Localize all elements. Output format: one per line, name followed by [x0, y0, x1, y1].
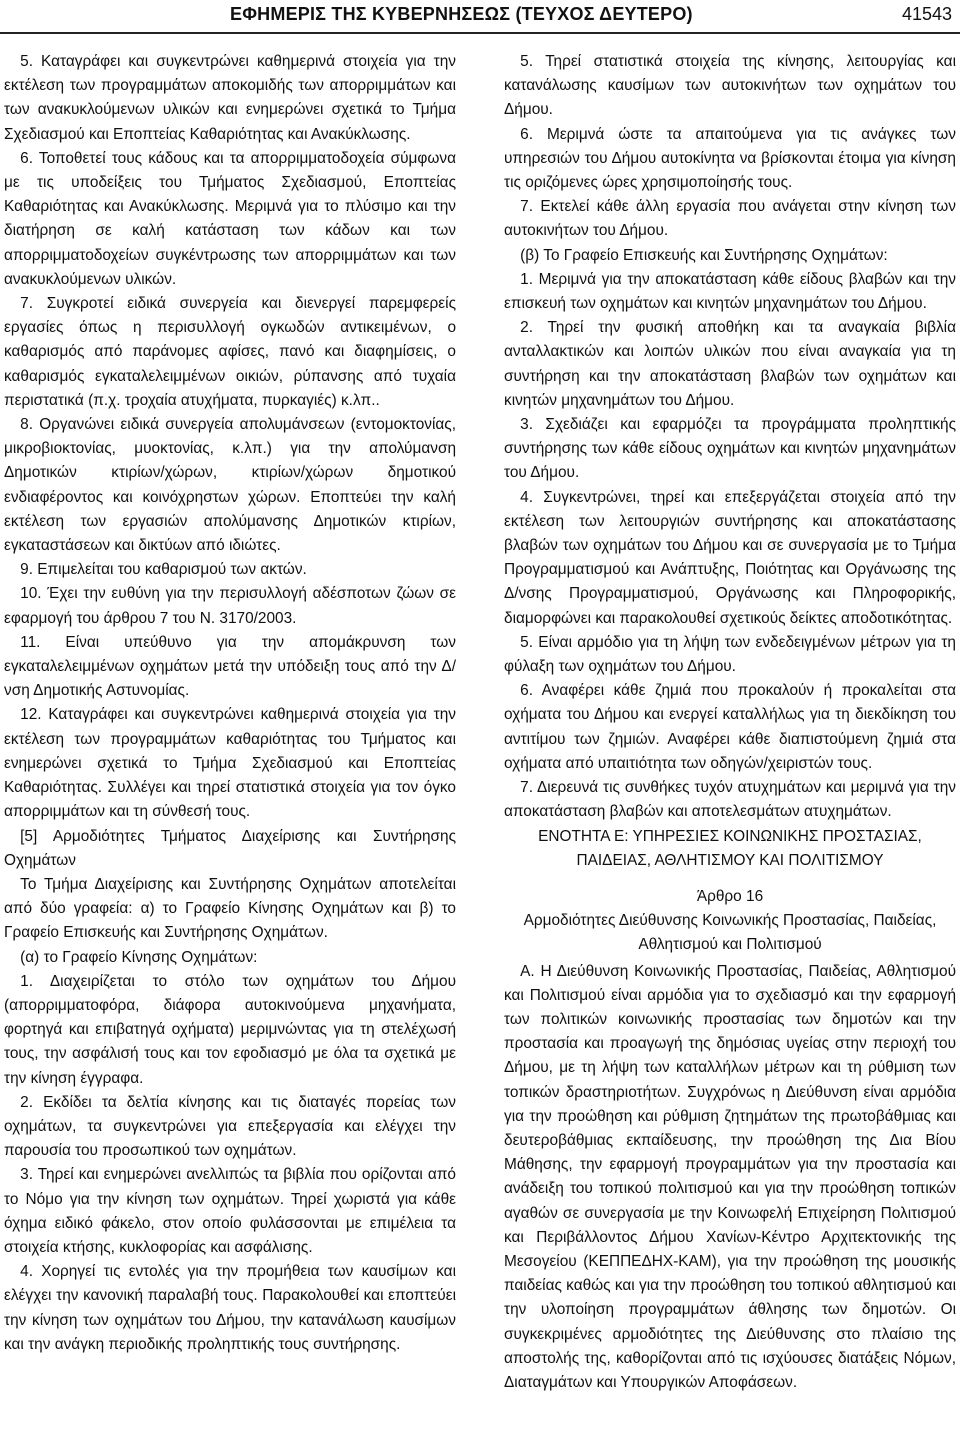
header-rule — [0, 32, 960, 34]
office-heading: (β) Το Γραφείο Επισκευής και Συντήρησης Οχημάτων: — [520, 246, 888, 264]
office-heading: (α) το Γραφείο Κίνησης Οχημάτων: — [20, 948, 258, 966]
paragraph: 6. Μεριμνά ώστε τα απαιτούμενα για τις ανάγκες των υπηρεσιών του Δήμου αυτοκίνητα να βρίσκονται έτοιμα για κίνηση τις οριζόμενες ώρες χρησιμοποίησής τους. — [504, 125, 956, 192]
paragraph: 2. Τηρεί την φυσική αποθήκη και τα αναγκαία βιβλία ανταλλακτικών και λοιπών υλικών που είναι αναγκαία για τη συντήρηση και την αποκατάσταση βλαβών των οχημάτων και κινητών μηχανημάτων του Δήμου. — [504, 319, 956, 409]
right-column — [504, 50, 956, 1395]
paragraph: 1. Διαχειρίζεται το στόλο των οχημάτων του Δήμου (απορριμματοφόρα, διάφορα αυτοκινούμενα μηχανήματα, φορτηγά και επιβατηγά οχήματα) μεριμνώντας για τη στελέχωσή τους, την ασφάλισή τους και τον εφοδιασμό με όλα τα σχετικά με την κίνηση έγγραφα. — [4, 972, 456, 1087]
paragraph: 4. Χορηγεί τις εντολές για την προμήθεια των καυσίμων και ελέγχει την κανονική παραλαβή τους. Παρακολουθεί και εποπτεύει την κίνηση των οχημάτων του Δήμου, την κατανάλωση καυσίμων και την ανάγκη περιοδικής προληπτικής τους συντήρησης. — [4, 1263, 456, 1353]
paragraph: 10. Έχει την ευθύνη για την περισυλλογή αδέσποτων ζώων σε εφαρμογή του άρθρου 7 του Ν. 3170/2003. — [4, 585, 456, 627]
page-number: 41543 — [901, 4, 952, 24]
paragraph: 4. Συγκεντρώνει, τηρεί και επεξεργάζεται στοιχεία από την εκτέλεση των λειτουργιών συντήρησης και αποκατάστασης βλαβών των οχημάτων του Δήμου και σε συνεργασία με το Τμήμα Προγραμματισμού και Ανάπτυξης, Ποιότητας και Οργάνωσης της Δ/νσης Προγραμματισμού, Οργάνωσης και Πληροφορικής, διαμορφώνει και παρακολουθεί σχετικούς δείκτες αποδοτικότητας. — [504, 488, 956, 627]
paragraph: Το Τμήμα Διαχείρισης και Συντήρησης Οχημάτων αποτελείται από δύο γραφεία: α) το Γραφείο Κίνησης Οχημάτων και β) το Γραφείο Επισκευής και Συντήρησης Οχημάτων. — [4, 875, 456, 942]
article-number: Άρθρο 16 — [696, 887, 764, 905]
paragraph: 3. Σχεδιάζει και εφαρμόζει τα προγράμματα προληπτικής συντήρησης των κάθε είδους οχημάτων και κινητών μηχανημάτων του Δήμου. — [504, 416, 956, 482]
paragraph: 9. Επιμελείται του καθαρισμού των ακτών. — [20, 561, 307, 579]
paragraph: 12. Καταγράφει και συγκεντρώνει καθημερινά στοιχεία για την εκτέλεση των προγραμμάτων καθαριότητας του Τμήματος και ενημερώνει σχετικά το Τμήμα Σχεδιασμού και Εποπτείας Καθαριότητας. Συλλέγει και τηρεί στατιστικά στοιχεία για τον όγκο απορριμμάτων και τη σύνθεσή τους. — [4, 706, 456, 821]
paragraph: 6. Τοποθετεί τους κάδους και τα απορριμματοδοχεία σύμφωνα με τις υποδείξεις του Τμήματος Σχεδιασμού, Εποπτείας Καθαριότητας και Ανακύκλωσης. Μεριμνά για το πλύσιμο και την διατήρηση σε καλή κατάσταση των κάδων και των απορριμματοδοχείων συγκέντρωσης των απορριμμάτων και των ανακυκλούμενων υλικών. — [4, 149, 456, 288]
paragraph: 11. Είναι υπεύθυνο για την απομάκρυνση των εγκαταλελειμμένων οχημάτων μετά την υπόδειξη τους από την Δ/νση Δημοτικής Αστυνομίας. — [4, 633, 456, 700]
paragraph: 5. Καταγράφει και συγκεντρώνει καθημερινά στοιχεία για την εκτέλεση των προγραμμάτων αποκομιδής των απορριμμάτων και των ανακυκλούμενων υλικών και ενημερώνει σχετικά το Τμήμα Σχεδιασμού και Εποπτείας Καθαριότητας και Ανακύκλωσης. — [4, 53, 456, 143]
paragraph: 8. Οργανώνει ειδικά συνεργεία απολυμάνσεων (εντομοκτονίας, μικροβιοκτονίας, μυοκτονίας, κ.λπ.) για την απολύμανση Δημοτικών κτιρίων/χώρων, κτιρίων/χώρων δημοτικού ενδιαφέροντος και κοινόχρηστων χώρων. Εποπτεύει την καλή εκτέλεση των εργασιών απολύμανσης Δημοτικών κτιρίων, εγκαταστάσεων και δικτύων από ιδιώτες. — [4, 416, 456, 555]
paragraph: 7. Συγκροτεί ειδικά συνεργεία και διενεργεί παρεμφερείς εργασίες όπως η περισυλλογή ογκωδών αντικειμένων, ο καθαρισμός από παράνομες αφίσες, πανό και διαφημίσεις, ο καθαρισμός εγκαταλελειμμένων οικιών, ρύπανσης από τυχαία περιστατικά (π.χ. τροχαία ατυχήματα, πυρκαγιές) κ.λπ.. — [4, 295, 456, 409]
article-title: Αρμοδιότητες Διεύθυνσης Κοινωνικής Προστασίας, Παιδείας, Αθλητισμού και Πολιτισμού — [523, 912, 937, 954]
paragraph: 7. Εκτελεί κάθε άλλη εργασία που ανάγεται στην κίνηση των αυτοκινήτων του Δήμου. — [504, 198, 956, 240]
paragraph: 5. Τηρεί στατιστικά στοιχεία της κίνησης, λειτουργίας και κατανάλωσης καυσίμων των αυτοκινήτων των οχημάτων του Δήμου. — [504, 53, 956, 119]
left-column — [4, 50, 456, 1357]
page-header — [0, 0, 960, 36]
section-heading: ΕΝΟΤΗΤΑ Ε: ΥΠΗΡΕΣΙΕΣ ΚΟΙΝΩΝΙΚΗΣ ΠΡΟΣΤΑΣΙΑΣ, ΠΑΙΔΕΙΑΣ, ΑΘΛΗΤΙΣΜΟΥ ΚΑΙ ΠΟΛΙΤΙΣΜΟΥ — [538, 827, 922, 869]
paragraph: 2. Εκδίδει τα δελτία κίνησης και τις διαταγές πορείας των οχημάτων, τα συγκεντρώνει για επεξεργασία και ελέγχει την παρουσία του προσωπικού των οχημάτων. — [4, 1093, 456, 1160]
paragraph: 6. Αναφέρει κάθε ζημιά που προκαλούν ή προκαλείται στα οχήματα του Δήμου και ενεργεί καταλλήλως για τη διεκδίκηση του αντιτίμου των ζημιών. Αναφέρει κάθε διαπιστούμενη ζημιά στα οχήματα από υπαιτιότητα των οδηγών/χειριστών τους. — [504, 682, 956, 772]
article-body: Α. Η Διεύθυνση Κοινωνικής Προστασίας, Παιδείας, Αθλητισμού και Πολιτισμού είναι αρμόδια για το σχεδιασμό και την εφαρμογή των πολιτικών κοινωνικής προστασίας των δημοτών και την προστασία και προαγωγή της δημόσιας υγείας στην περιοχή του Δήμου, με τη λήψη των καταλλήλων μέτρων και τη ρύθμιση των τοπικών δραστηριοτήτων. Συγχρόνως η Διεύθυνση είναι αρμόδια για την προώθηση και ρύθμιση ζητημάτων της πρωτοβάθμιας και δευτεροβάθμιας εκπαίδευσης, την προώθηση της Δια Βίου Μάθησης, την εφαρμογή προγραμμάτων για την προστασία και ανάδειξη του τοπικού πολιτισμού και για την προώθηση τοπικών αγαθών σε συνεργασία με την Κοινωφελή Επιχείρηση Πολιτισμού και Περιβάλλοντος Δήμου Χανίων-Κέντρο Αρχιτεκτονικής της Μεσογείου (ΚΕΠΠΕΔΗΧ-ΚΑΜ), για την προώθηση της μουσικής παιδείας καθώς και για την προώθηση του τοπικού αθλητισμού και την υλοποίηση προγραμμάτων άθλησης των δημοτών. Οι συγκεκριμένες αρμοδιότητες της Διεύθυνσης στο πλαίσιο της αποστολής της, καθορίζονται από τις ισχύουσες διατάξεις Νόμων, Διαταγμάτων και Υπουργικών Αποφάσεων. — [504, 962, 956, 1391]
paragraph: 1. Μεριμνά για την αποκατάσταση κάθε είδους βλαβών και την επισκευή των οχημάτων και κινητών μηχανημάτων του Δήμου. — [504, 270, 956, 313]
paragraph: 3. Τηρεί και ενημερώνει ανελλιπώς τα βιβλία που ορίζονται από το Νόμο για την κίνηση των οχημάτων. Τηρεί χωριστά για κάθε όχημα ειδικό φάκελο, στον οποίο φυλάσσονται με επιμέλεια τα στοιχεία κτήσης, κυκλοφορίας και ασφάλισης. — [4, 1166, 456, 1256]
paragraph: 5. Είναι αρμόδιο για τη λήψη των ενδεδειγμένων μέτρων για τη φύλαξη των οχημάτων του Δήμου. — [504, 633, 956, 676]
gazette-title: ΕΦΗΜΕΡΙΣ ΤΗΣ ΚΥΒΕΡΝΗΣΕΩΣ (ΤΕΥΧΟΣ ΔΕΥΤΕΡΟ) — [230, 4, 693, 24]
paragraph: 7. Διερευνά τις συνθήκες τυχόν ατυχημάτων και μεριμνά για την αποκατάσταση βλαβών και αποτελεσμάτων ατυχημάτων. — [504, 779, 956, 821]
subsection-heading: [5] Αρμοδιότητες Τμήματος Διαχείρισης και Συντήρησης Οχημάτων — [4, 827, 456, 869]
